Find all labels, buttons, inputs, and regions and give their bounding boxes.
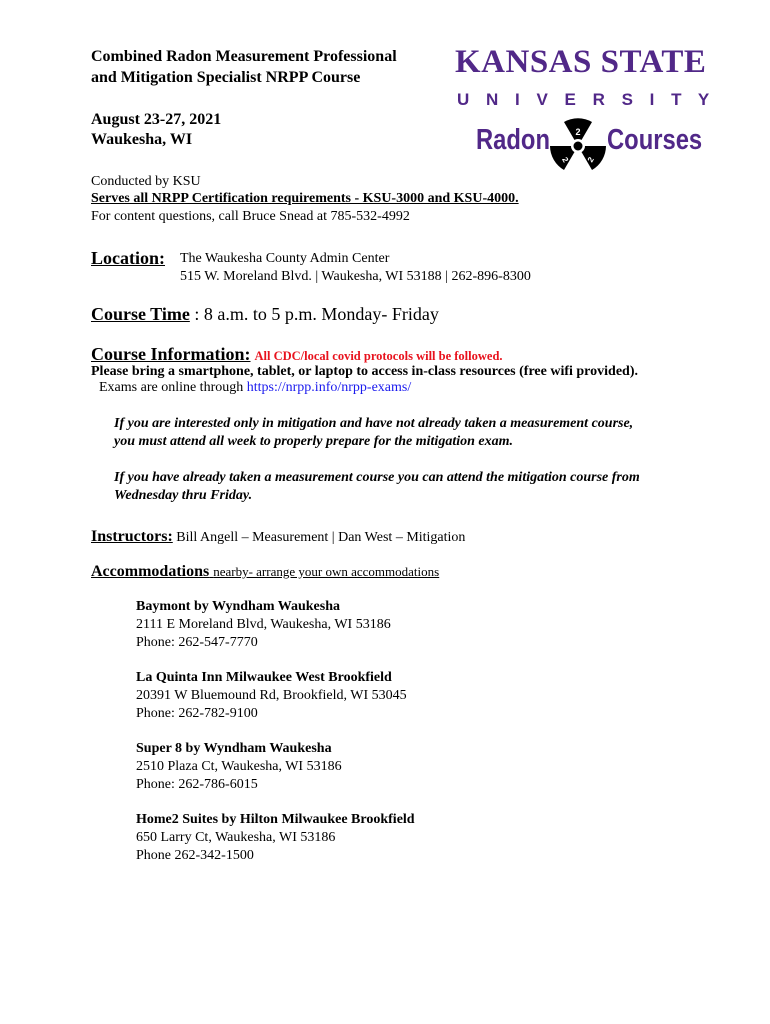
accommodations-note: nearby- arrange your own accommodations: [213, 564, 440, 579]
hotel-phone: Phone 262-342-1500: [136, 848, 254, 863]
hotel-list: [136, 598, 415, 865]
exams-note: [99, 380, 411, 396]
measurement-note-line-2: Wednesday thru Friday.: [114, 488, 253, 503]
logo-university: U N I V E R S I T Y: [457, 90, 716, 109]
title-line-2: and Mitigation Specialist NRPP Course: [91, 69, 361, 86]
hotel-address: 650 Larry Ct, Waukesha, WI 53186: [136, 830, 336, 845]
mitigation-note-line-2: you must attend all week to properly prepare for the mitigation exam.: [114, 434, 513, 449]
hotel-phone: Phone: 262-786-6015: [136, 777, 258, 792]
hotel-name: Home2 Suites by Hilton Milwaukee Brookfield: [136, 812, 415, 827]
radiation-icon: [548, 116, 608, 176]
mitigation-note-line-1: If you are interested only in mitigation and have not already taken a measurement course,: [114, 416, 634, 431]
course-dates: August 23-27, 2021: [91, 111, 222, 128]
measurement-note-line-1: If you have already taken a measurement course you can attend the mitigation course from: [114, 470, 640, 485]
accommodations-heading: [91, 563, 439, 581]
hotel-phone: Phone: 262-547-7770: [136, 635, 258, 650]
course-city: Waukesha, WI: [91, 131, 193, 148]
title-line-1: Combined Radon Measurement Professional: [91, 48, 397, 65]
hotel-address: 2111 E Moreland Blvd, Waukesha, WI 53186: [136, 617, 391, 632]
logo-kansas-state: KANSAS STATE: [455, 44, 707, 80]
hotel-name: Super 8 by Wyndham Waukesha: [136, 741, 332, 756]
exams-prefix: Exams are online through: [99, 380, 247, 395]
location-label: Location:: [91, 248, 165, 268]
hotel-phone: Phone: 262-782-9100: [136, 706, 258, 721]
badge-number-right: 2: [585, 155, 596, 164]
course-time-value: : 8 a.m. to 5 p.m. Monday- Friday: [189, 304, 439, 324]
instructors-label: Instructors:: [91, 528, 173, 545]
location-line-1: The Waukesha County Admin Center: [180, 251, 390, 266]
hotel-address: 2510 Plaza Ct, Waukesha, WI 53186: [136, 759, 342, 774]
hotel-name: Baymont by Wyndham Waukesha: [136, 599, 340, 614]
nrpp-exams-link[interactable]: https://nrpp.info/nrpp-exams/: [246, 380, 412, 395]
list-item: [136, 598, 415, 652]
instructors: [91, 528, 465, 546]
course-info-heading: [91, 344, 503, 365]
location-line-2: 515 W. Moreland Blvd. | Waukesha, WI 53188 | 262-896-8300: [180, 269, 531, 284]
course-time: [91, 304, 439, 325]
covid-protocol-note: All CDC/local covid protocols will be followed.: [254, 349, 503, 363]
list-item: [136, 811, 415, 865]
list-item: [136, 669, 415, 723]
instructors-names: Bill Angell – Measurement | Dan West – Mitigation: [172, 530, 466, 545]
logo-radon-text: Radon: [476, 124, 550, 156]
hotel-name: La Quinta Inn Milwaukee West Brookfield: [136, 670, 392, 685]
logo-courses-text: Courses: [607, 124, 703, 156]
bring-device-note: Please bring a smartphone, tablet, or laptop to access in-class resources (free wifi provided).: [91, 364, 638, 379]
conducted-by: Conducted by KSU: [91, 174, 201, 189]
badge-number-left: 2: [560, 155, 571, 164]
content-questions: For content questions, call Bruce Snead at 785-532-4992: [91, 209, 410, 224]
list-item: [136, 740, 415, 794]
course-time-label: Course Time: [91, 304, 190, 324]
hotel-address: 20391 W Bluemound Rd, Brookfield, WI 53045: [136, 688, 407, 703]
accommodations-label: Accommodations: [91, 563, 210, 580]
course-info-label: Course Information:: [91, 344, 251, 364]
serves-requirements: Serves all NRPP Certification requirements - KSU-3000 and KSU-4000.: [91, 191, 519, 206]
badge-number-top: 2: [575, 127, 581, 137]
